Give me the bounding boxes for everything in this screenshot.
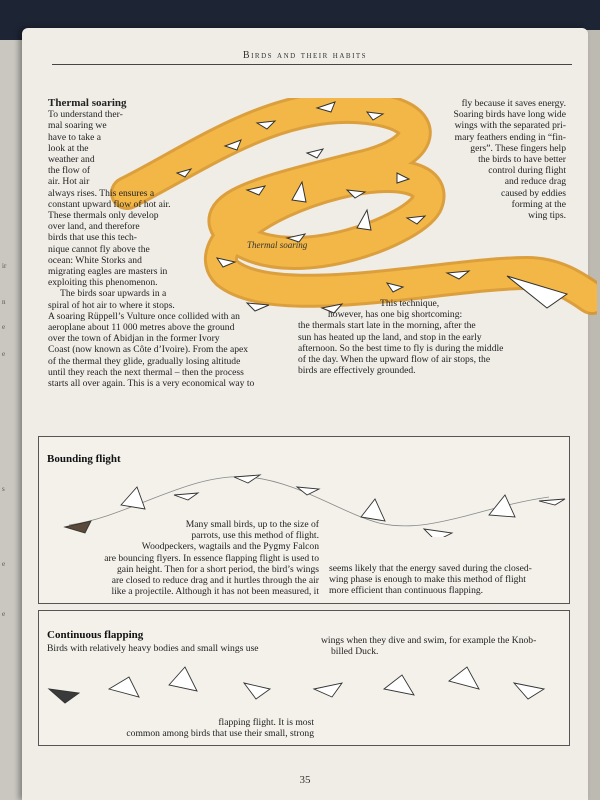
text-line: forming at the	[511, 198, 566, 210]
continuous-title: Continuous flapping	[47, 629, 144, 641]
thermal-text-right	[396, 98, 566, 221]
text-line: look at the	[48, 142, 89, 154]
text-line: always rises. This ensures a	[48, 187, 155, 199]
text-line: until they reach the next thermal – then the process	[48, 366, 244, 378]
text-line: gers”. These fingers help	[470, 142, 566, 154]
bounding-text-left	[49, 519, 319, 597]
text-line: wings when they dive and swim, for example the Knob-	[321, 635, 537, 646]
thermal-text-bottom	[298, 298, 578, 376]
margin-fragment: e	[2, 350, 6, 358]
text-line: the thermals start late in the morning, after the	[298, 320, 476, 332]
text-line: This technique,	[380, 298, 440, 309]
text-line: Many small birds, up to the size of	[185, 519, 319, 530]
text-line: birds are effectively grounded.	[298, 365, 416, 377]
text-line: of the day. When the upward flow of air stops, the	[298, 354, 491, 366]
text-line: nique cannot fly above the	[48, 243, 150, 255]
header-rule	[52, 64, 572, 65]
text-line: have to take a	[48, 131, 102, 143]
text-line: over the town of Abidjan in the former Ivory	[48, 333, 220, 345]
text-line: ocean: White Storks and	[48, 254, 142, 266]
bounding-title: Bounding flight	[47, 453, 121, 465]
bounding-flight-box	[38, 436, 570, 604]
text-line: A soaring Rüppell’s Vulture once collided with an	[48, 310, 240, 322]
margin-fragment: n	[2, 298, 6, 306]
text-line: gain height. Then for a short period, the bird’s wings	[116, 563, 319, 575]
text-line: seems likely that the energy saved during the closed-	[329, 563, 532, 574]
book-page	[22, 28, 588, 800]
text-line: however, has one big shortcoming:	[328, 309, 463, 321]
text-line: wing tips.	[528, 210, 566, 222]
text-line: migrating eagles are masters in	[48, 266, 168, 278]
margin-fragment: s	[2, 485, 5, 493]
text-line: the flow of	[48, 165, 91, 177]
running-header: Birds and their habits	[242, 50, 368, 61]
text-line: Coast (now known as Côte d’Ivoire). From the apex	[48, 344, 249, 356]
text-line: To understand ther-	[48, 109, 123, 121]
text-line: spiral of hot air to where it stops.	[48, 299, 175, 311]
continuous-text-right	[321, 635, 561, 657]
text-line: are closed to reduce drag and it hurtles through the air	[111, 575, 319, 587]
text-line: sun has heated up the land, and stop in the early	[298, 331, 482, 343]
text-line: starts all over again. This is a very economical way to	[48, 378, 255, 390]
margin-fragment: ir	[2, 262, 7, 270]
text-line: mary feathers ending in “fin-	[454, 131, 566, 143]
text-line: Soaring birds have long wide	[453, 109, 566, 121]
text-line: fly because it saves energy.	[461, 98, 566, 109]
text-line: Birds with relatively heavy bodies and small wings use	[47, 643, 259, 654]
margin-fragment: e	[2, 610, 6, 618]
text-line: aeroplane about 11 000 metres above the ground	[48, 322, 235, 334]
page-number: 35	[299, 774, 311, 786]
text-line: parrots, use this method of flight.	[191, 530, 319, 542]
bounding-text-right	[329, 563, 559, 597]
text-line: flapping flight. It is most	[218, 717, 314, 728]
text-line: and reduce drag	[504, 176, 566, 188]
text-line: constant upward flow of hot air.	[48, 198, 171, 210]
text-line: Woodpeckers, wagtails and the Pygmy Falcon	[141, 541, 319, 553]
continuous-flapping-illustration	[39, 659, 569, 715]
text-line: common among birds that use their small, strong	[126, 728, 314, 740]
text-line: weather and	[48, 154, 95, 166]
text-line: mal soaring we	[48, 120, 107, 132]
thermal-caption: Thermal soaring	[247, 240, 308, 250]
text-line: afternoon. So the best time to fly is during the middle	[298, 342, 504, 354]
text-line: more efficient than continuous flapping.	[329, 585, 484, 597]
text-line: over land, and therefore	[48, 221, 140, 233]
text-line: billed Duck.	[331, 646, 379, 658]
text-line: control during flight	[488, 165, 566, 177]
text-line: These thermals only develop	[48, 210, 159, 222]
thermal-heading: Thermal soaring	[48, 97, 127, 109]
margin-fragment: e	[2, 323, 6, 331]
text-line: air. Hot air	[48, 176, 90, 188]
continuous-text-bottom	[49, 717, 314, 739]
continuous-flapping-box	[38, 610, 570, 746]
margin-fragment: e	[2, 560, 6, 568]
text-line: of the thermal they glide, gradually losing altitude	[48, 355, 241, 367]
text-line: the birds to have better	[478, 154, 566, 166]
text-line: wing phase is enough to make this method of flight	[329, 574, 526, 586]
text-line: like a projectile. Although it has not been measured, it	[111, 586, 319, 598]
text-line: caused by eddies	[500, 187, 566, 199]
text-line: birds that use this tech-	[48, 232, 137, 244]
text-line: exploiting this phenomenon.	[48, 277, 158, 289]
continuous-text-left	[47, 643, 337, 654]
thermal-text-left	[48, 98, 328, 389]
text-line: wings with the separated pri-	[454, 120, 566, 132]
text-line: The birds soar upwards in a	[60, 288, 167, 300]
text-line: are bouncing flyers. In essence flapping flight is used to	[104, 552, 319, 564]
